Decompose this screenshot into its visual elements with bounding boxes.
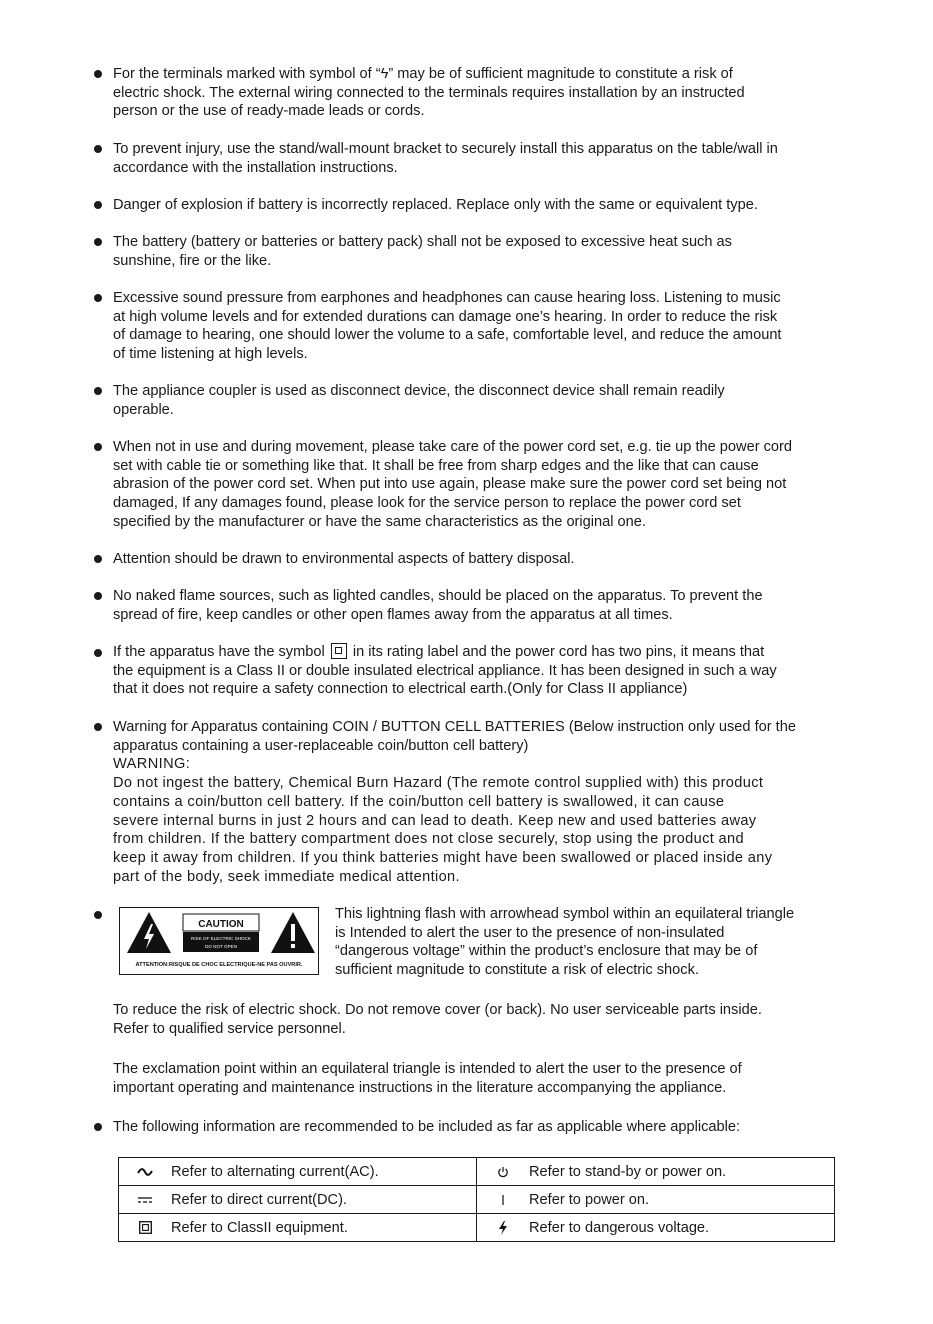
table-cell-text: Refer to dangerous voltage.: [529, 1219, 710, 1236]
caution-sub2: DO NOT OPEN: [204, 944, 238, 949]
bullet-dot: [94, 294, 102, 302]
table-row: [119, 1186, 835, 1214]
paragraph-coin-battery: [113, 718, 855, 886]
text-line: contains a coin/button cell battery. If the coin/button cell battery is swallowed, it can cause: [113, 793, 725, 810]
paragraph-sound-pressure: [113, 289, 855, 364]
text-line: Attention should be drawn to environmental aspects of battery disposal.: [113, 551, 575, 567]
text-line: abrasion of the power cord set. When put into use again, please make sure the power cord set being not: [113, 476, 787, 493]
table-cell: [119, 1158, 477, 1186]
text-line: damaged, If any damages found, please look for the service person to replace the power cord set: [113, 495, 741, 512]
table-cell-text: Refer to stand-by or power on.: [529, 1163, 727, 1180]
text-line: This lightning flash with arrowhead symbol within an equilateral triangle: [335, 906, 795, 922]
text-line: electric shock. The external wiring connected to the terminals requires installation by an instructed: [113, 84, 745, 101]
paragraph-lightning: [335, 905, 850, 980]
table-cell: [477, 1186, 835, 1214]
text-line: Do not ingest the battery, Chemical Burn Hazard (The remote control supplied with) this product: [113, 775, 764, 792]
text-line: spread of fire, keep candles or other open flames away from the apparatus at all times.: [113, 606, 673, 623]
text-line: apparatus containing a user-replaceable coin/button cell battery): [113, 737, 529, 754]
text-line: from children. If the battery compartment does not close securely, stop using the product and: [113, 831, 744, 848]
paragraph-battery-heat: [113, 233, 855, 270]
text-line: accordance with the installation instructions.: [113, 159, 398, 176]
bullet-dot: [94, 1123, 102, 1131]
text-line: specified by the manufacturer or have the same characteristics as the original one.: [113, 513, 646, 530]
text-line: the equipment is a Class II or double insulated electrical appliance. It has been designed in such a way: [113, 662, 777, 679]
table-cell: [119, 1186, 477, 1214]
text-line: set with cable tie or something like that. It shall be free from sharp edges and the like that can cause: [113, 457, 759, 474]
table-cell-text: Refer to direct current(DC).: [171, 1191, 347, 1208]
text-line: is Intended to alert the user to the presence of non-insulated: [335, 924, 725, 941]
text-line: The battery (battery or batteries or battery pack) shall not be exposed to excessive heat such as: [113, 234, 732, 250]
text-line: To prevent injury, use the stand/wall-mount bracket to securely install this apparatus on the table/wall in: [113, 141, 778, 157]
paragraph-exclamation: [113, 1060, 855, 1097]
text-line: that it does not require a safety connection to electrical earth.(Only for Class II appliance): [113, 681, 688, 698]
paragraph-flame: [113, 587, 855, 624]
table-cell-text: Refer to alternating current(AC).: [171, 1163, 379, 1180]
bullet-dot: [94, 145, 102, 153]
paragraph-disposal: [113, 550, 855, 569]
text-line: The following information are recommended to be included as far as applicable where applicable:: [113, 1119, 741, 1135]
paragraph-terminals: [113, 65, 855, 121]
bullet-dot: [94, 723, 102, 731]
caution-bottom-text: ATTENTION:RISQUE DE CHOC ELECTRIQUE-NE PAS OUVRIR.: [135, 962, 303, 968]
text-line: Excessive sound pressure from earphones and headphones can cause hearing loss. Listening to music: [113, 290, 781, 306]
standby-icon: [477, 1166, 529, 1178]
text-line: of damage to hearing, one should lower the volume to a safe, comfortable level, and reduce the amount: [113, 327, 782, 344]
text-line: To reduce the risk of electric shock. Do not remove cover (or back). No user serviceable parts inside.: [113, 1002, 762, 1018]
text-line: Danger of explosion if battery is incorrectly replaced. Replace only with the same or equivalent type.: [113, 197, 758, 213]
dc-icon: [119, 1195, 171, 1205]
bullet-dot: [94, 387, 102, 395]
bullet-dot: [94, 555, 102, 563]
class2-icon: [119, 1221, 171, 1234]
text-line: [113, 643, 855, 662]
power-on-icon: [477, 1194, 529, 1206]
bullet-dot: [94, 201, 102, 209]
text-line: The appliance coupler is used as disconnect device, the disconnect device shall remain readily: [113, 383, 725, 399]
table-row: [119, 1158, 835, 1186]
table-cell-text: Refer to ClassII equipment.: [171, 1219, 348, 1236]
ac-icon: [119, 1167, 171, 1177]
text-fragment: in its rating label and the power cord has two pins, it means that: [352, 644, 765, 660]
class2-icon: [331, 643, 347, 659]
lightning-icon: [477, 1221, 529, 1235]
text-line: important operating and maintenance instructions in the literature accompanying the appliance.: [113, 1079, 727, 1096]
text-line: of time listening at high levels.: [113, 346, 308, 363]
bullet-dot: [94, 443, 102, 451]
bullet-dot: [94, 911, 102, 919]
paragraph-class2: [113, 643, 855, 699]
paragraph-coupler: [113, 382, 855, 419]
paragraph-following-info: [113, 1118, 855, 1137]
text-line: When not in use and during movement, please take care of the power cord set, e.g. tie up the power cord: [113, 439, 793, 455]
bullet-dot: [94, 70, 102, 78]
text-fragment: If the apparatus have the symbol: [113, 644, 325, 660]
bullet-dot: [94, 238, 102, 246]
text-line: at high volume levels and for extended durations can damage one’s hearing. In order to reduce the risk: [113, 308, 778, 325]
text-line: WARNING:: [113, 756, 191, 773]
text-line: part of the body, seek immediate medical attention.: [113, 868, 460, 885]
paragraph-bracket: [113, 140, 855, 177]
caution-label: [119, 907, 319, 975]
text-line: The exclamation point within an equilateral triangle is intended to alert the user to the presence of: [113, 1061, 742, 1077]
caution-sub1: RISK OF ELECTRIC SHOCK: [191, 936, 251, 941]
text-line: operable.: [113, 401, 174, 418]
paragraph-reduce-risk: [113, 1001, 855, 1038]
bullet-dot: [94, 649, 102, 657]
text-line: Refer to qualified service personnel.: [113, 1020, 346, 1037]
caution-label-graphic: [120, 908, 318, 974]
table-cell: [477, 1214, 835, 1242]
bullet-dot: [94, 592, 102, 600]
paragraph-explosion: [113, 196, 855, 215]
text-line: person or the use of ready-made leads or cords.: [113, 103, 425, 120]
caution-title: CAUTION: [198, 919, 244, 930]
symbols-table: [118, 1157, 835, 1242]
table-row: [119, 1214, 835, 1242]
table-cell: [477, 1158, 835, 1186]
table-cell: [119, 1214, 477, 1242]
text-line: No naked flame sources, such as lighted candles, should be placed on the apparatus. To prevent the: [113, 588, 763, 604]
paragraph-power-cord: [113, 438, 855, 532]
text-line: keep it away from children. If you think batteries might have been swallowed or placed inside any: [113, 849, 773, 866]
text-line: sufficient magnitude to constitute a risk of electric shock.: [335, 962, 699, 979]
text-line: For the terminals marked with symbol of “ϟ” may be of sufficient magnitude to constitute a risk of: [113, 66, 733, 82]
table-cell-text: Refer to power on.: [529, 1191, 650, 1208]
text-line: sunshine, fire or the like.: [113, 252, 272, 269]
text-line: “dangerous voltage” within the product’s enclosure that may be of: [335, 943, 758, 960]
text-line: Warning for Apparatus containing COIN / BUTTON CELL BATTERIES (Below instruction only used for the: [113, 719, 796, 735]
text-line: severe internal burns in just 2 hours and can lead to death. Keep new and used batteries away: [113, 812, 757, 829]
